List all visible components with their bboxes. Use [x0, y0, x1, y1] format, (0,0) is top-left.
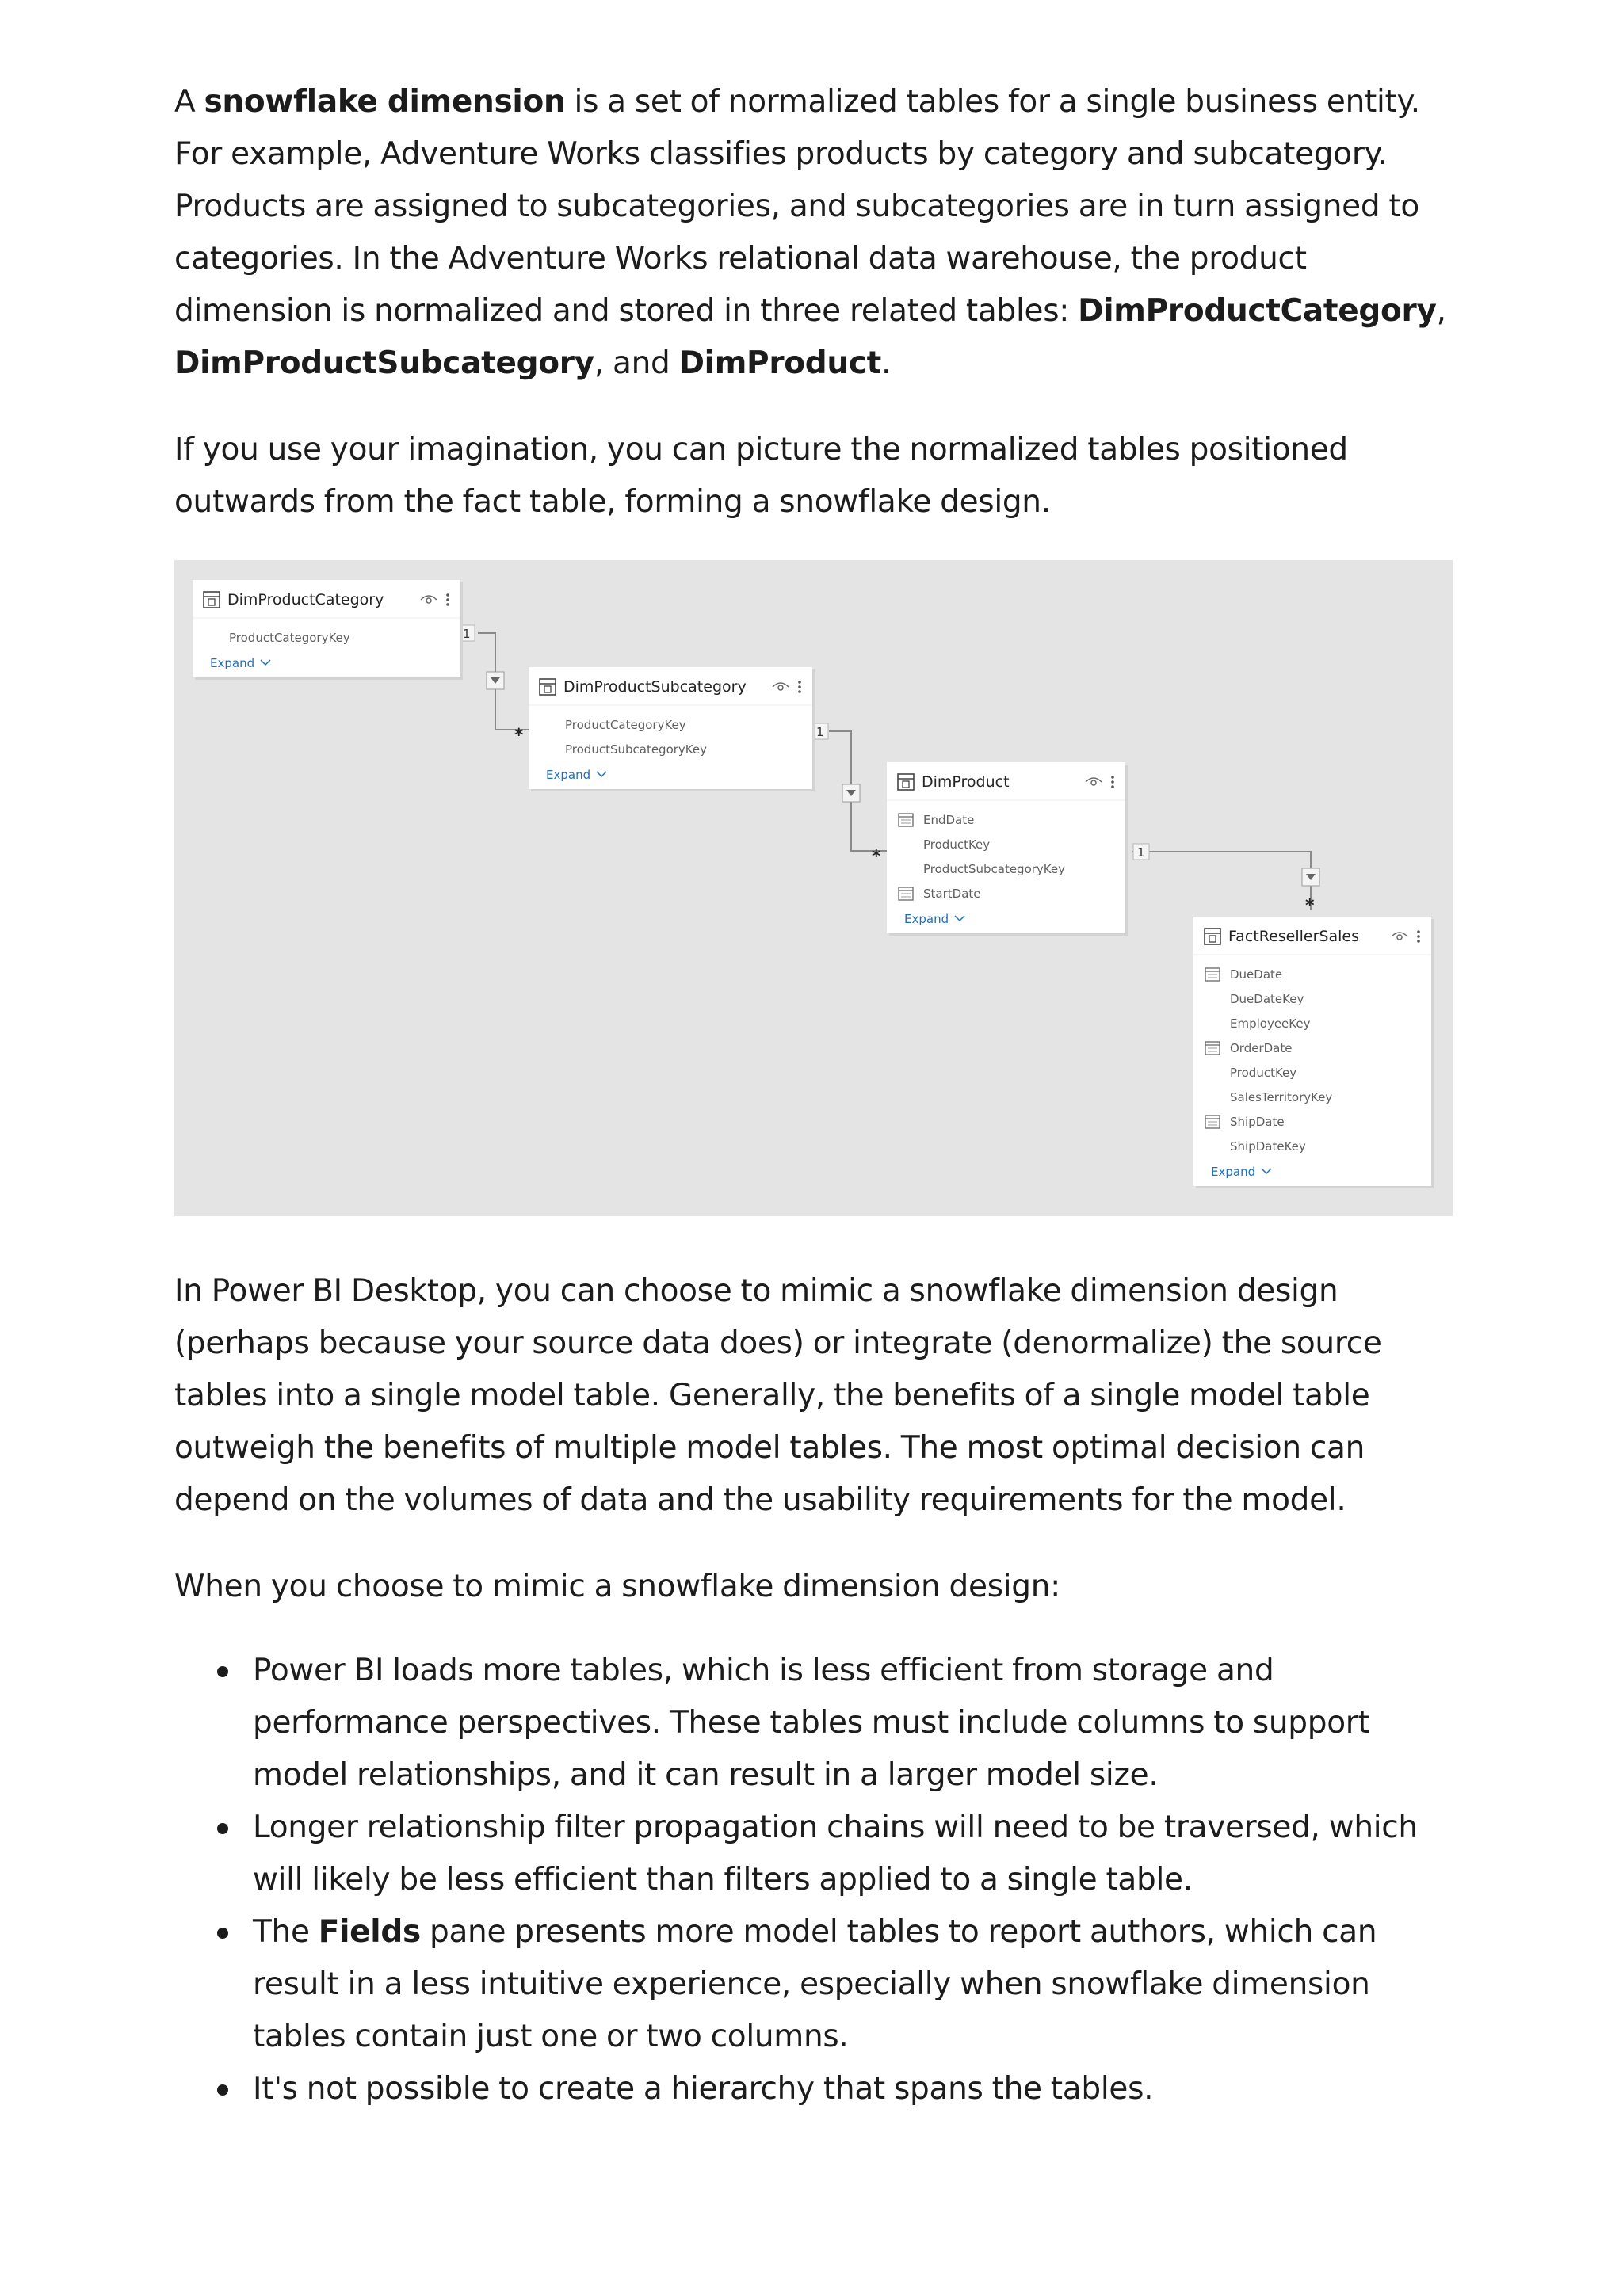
text-run: , and: [594, 345, 679, 381]
text-run: is a set of normalized tables for a single business entity. For example, Adventure Works classifies products by category and subcategory. Products are assigned to subcategories, and subcategories are in turn assigned to categories. In the Adventure Works relational data warehouse, the product dimension is normalized and stored in three related tables:: [174, 84, 1420, 329]
more-options-icon[interactable]: [1111, 776, 1114, 788]
field-name: EmployeeKey: [1230, 1016, 1311, 1031]
text-run: A: [174, 84, 204, 120]
field-row[interactable]: [1230, 1090, 1332, 1104]
field-name: DueDateKey: [1230, 992, 1304, 1006]
body-paragraph-4: When you choose to mimic a snowflake dimension design:: [174, 1569, 1060, 1604]
text-run: ,: [1436, 293, 1446, 329]
expand-label: Expand: [1211, 1165, 1256, 1179]
term-dimproduct: DimProduct: [678, 345, 882, 381]
cardinality-one-label: 1: [816, 725, 824, 739]
cardinality-one-label: 1: [463, 627, 471, 641]
body-section: [174, 1265, 1458, 2115]
table-cards: [193, 580, 1434, 1188]
field-name: OrderDate: [1230, 1041, 1293, 1055]
more-options-icon[interactable]: [446, 593, 449, 606]
card-body: [1193, 917, 1431, 1186]
field-name: DueDate: [1230, 967, 1283, 982]
field-name: ProductSubcategoryKey: [923, 862, 1065, 876]
text-run: The: [253, 1914, 319, 1950]
field-row[interactable]: [923, 837, 990, 852]
more-options-icon[interactable]: [798, 681, 801, 693]
bullet-item-2: Longer relationship filter propagation chains will need to be traversed, which will likely be less efficient than filters applied to a single table.: [253, 1802, 1458, 1906]
table-name: DimProduct: [922, 773, 1010, 791]
field-row[interactable]: [565, 742, 707, 757]
intro-paragraph-1: [174, 76, 1458, 390]
cardinality-many-label: *: [872, 847, 881, 867]
field-row[interactable]: [1230, 1016, 1311, 1031]
cardinality-many-label: *: [514, 726, 524, 746]
table-card[interactable]: [887, 762, 1128, 936]
table-card[interactable]: [1193, 917, 1434, 1188]
field-row[interactable]: [923, 862, 1065, 876]
table-card[interactable]: [193, 580, 463, 680]
model-diagram-canvas: [174, 560, 1453, 1216]
field-name: ProductSubcategoryKey: [565, 742, 707, 757]
field-name: ProductKey: [1230, 1066, 1297, 1080]
field-name: EndDate: [923, 813, 975, 827]
table-name: DimProductCategory: [227, 591, 384, 608]
bullet-list: [174, 1645, 1458, 2115]
bullet-item-1: Power BI loads more tables, which is less efficient from storage and performance perspectives. These tables must include columns to support model relationships, and it can result in a larger model size.: [253, 1645, 1458, 1802]
expand-label: Expand: [210, 656, 255, 670]
field-name: ProductCategoryKey: [565, 718, 686, 732]
term-dimproductcategory: DimProductCategory: [1078, 293, 1437, 329]
text-run: pane presents more model tables to report authors, which can result in a less intuitive experience, especially when snowflake dimension tables contain just one or two columns.: [253, 1914, 1377, 2054]
field-row[interactable]: [229, 631, 350, 645]
expand-label: Expand: [546, 768, 591, 782]
term-snowflake-dimension: snowflake dimension: [204, 84, 566, 120]
field-name: SalesTerritoryKey: [1230, 1090, 1333, 1104]
expand-label: Expand: [904, 912, 949, 926]
intro-paragraph-2: If you use your imagination, you can picture the normalized tables positioned outwards from the fact table, forming a snowflake design.: [174, 432, 1348, 520]
field-name: ProductCategoryKey: [229, 631, 350, 645]
table-name: FactResellerSales: [1228, 928, 1359, 945]
model-diagram: [174, 560, 1453, 1216]
field-row[interactable]: [1230, 992, 1304, 1006]
table-name: DimProductSubcategory: [563, 678, 747, 696]
field-name: ShipDate: [1230, 1115, 1285, 1129]
cardinality-many-label: *: [1305, 896, 1315, 916]
term-fields: Fields: [318, 1914, 421, 1950]
term-dimproductsubcategory: DimProductSubcategory: [174, 345, 594, 381]
cardinality-one-label: 1: [1137, 845, 1145, 860]
bullet-item-3: [253, 1906, 1458, 2063]
field-row[interactable]: [1230, 1139, 1306, 1154]
bullet-item-4: It's not possible to create a hierarchy that spans the tables.: [253, 2063, 1458, 2115]
field-row[interactable]: [565, 718, 686, 732]
field-name: StartDate: [923, 887, 981, 901]
table-card[interactable]: [529, 667, 815, 791]
field-name: ProductKey: [923, 837, 991, 852]
body-paragraph-3: In Power BI Desktop, you can choose to mimic a snowflake dimension design (perhaps because your source data does) or integrate (denormalize) the source tables into a single model table. Generally, the benefits of a single model table outweigh the benefits of multiple model tables. The most optimal decision can depend on the volumes of data and the usability requirements for the model.: [174, 1273, 1382, 1518]
relationship-line-product-fact: [1132, 852, 1311, 910]
more-options-icon[interactable]: [1417, 930, 1420, 943]
field-row[interactable]: [1230, 1066, 1296, 1080]
intro-section: [174, 76, 1458, 528]
field-name: ShipDateKey: [1230, 1139, 1306, 1154]
text-run: .: [881, 345, 892, 381]
